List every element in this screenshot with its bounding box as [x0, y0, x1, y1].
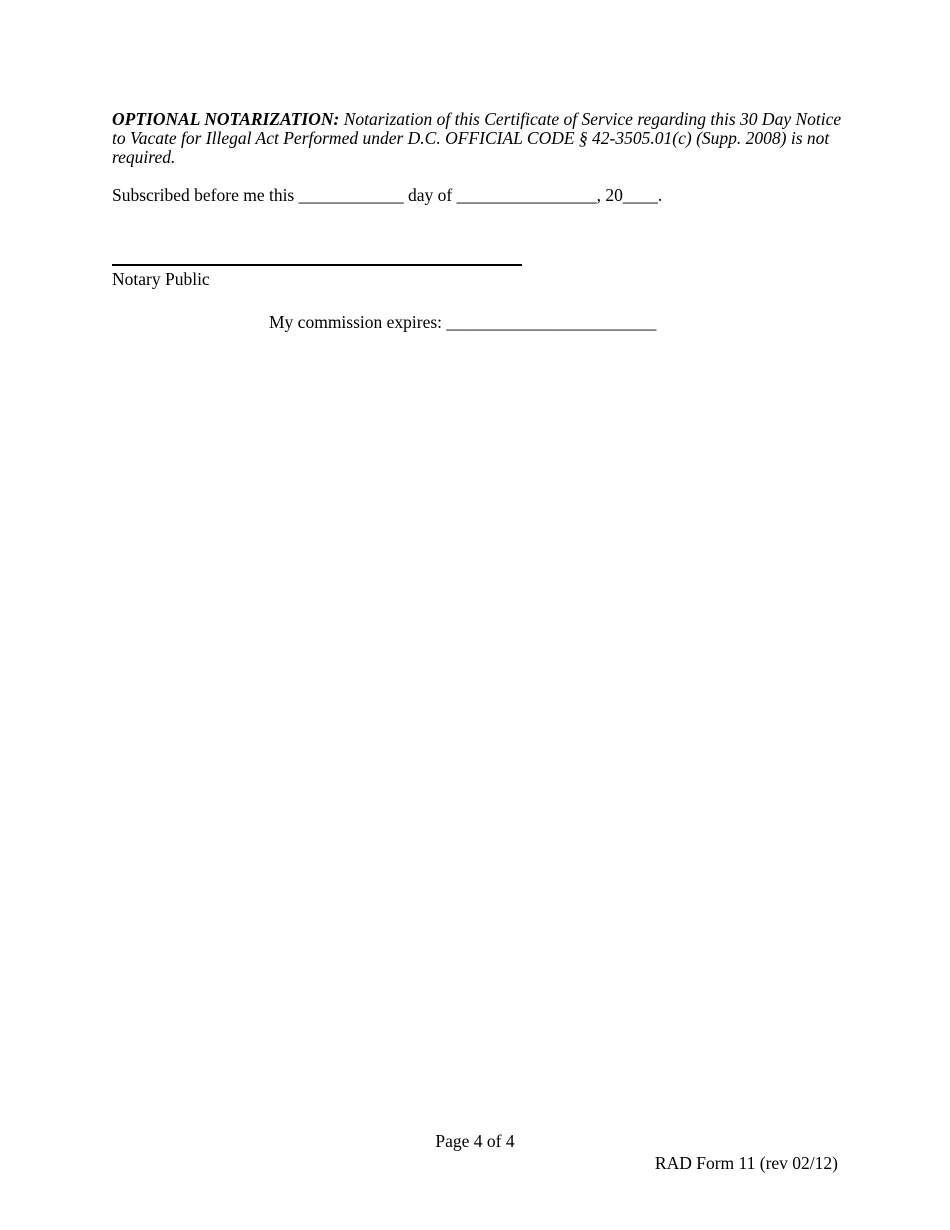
form-identifier: RAD Form 11 (rev 02/12) [654, 1153, 838, 1173]
subscribed-before-me-line: Subscribed before me this ____________ day of ________________, 20____. [112, 185, 663, 205]
optional-notarization-notice [112, 110, 852, 167]
page-number: Page 4 of 4 [435, 1131, 515, 1151]
notary-signature-line [112, 264, 522, 266]
notary-public-label: Notary Public [112, 269, 210, 289]
notarization-heading: OPTIONAL NOTARIZATION: [112, 109, 340, 129]
commission-expires-line: My commission expires: ________________________ [269, 312, 657, 332]
notarization-text: Notarization of this Certificate of Service regarding this 30 Day Notice to Vacate for Illegal Act Performed under D.C. OFFICIAL CODE § 42-3505.01(c) (Supp. 2008) is not required. [112, 109, 842, 167]
